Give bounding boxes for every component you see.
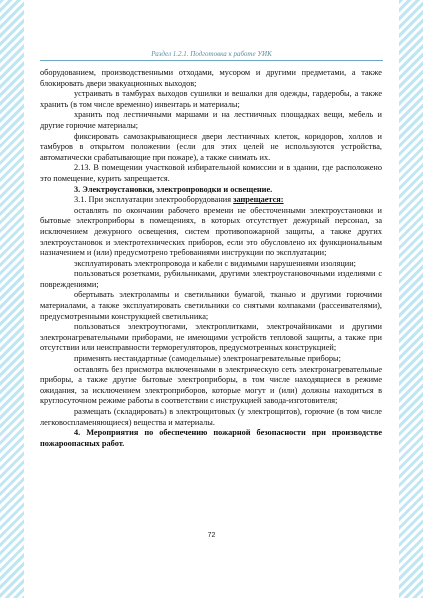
right-decorative-border	[399, 0, 423, 598]
paragraph: оставлять по окончании рабочего времени не обесточенными электроустановки и бытовые электроприборы в помещениях, в которых отсутствует дежурный персонал, за исключением дежурного освещения, систем противопожарной защиты, а также других электроустановок и электротехнических приборов, если это обусловлено их функциональным назначением и (или) предусмотрено требованиями инструкции по эксплуатации;	[40, 205, 382, 258]
page-number: 72	[207, 532, 216, 539]
section-heading: 3. Электроустановки, электропроводки и освещение.	[74, 184, 273, 194]
paragraph: оставлять без присмотра включенными в электрическую сеть электронагревательные приборы, а также другие бытовые электроприборы, в том числе находящиеся в режиме ожидания, за исключением электроприборов, которые могут и (или) должны находиться в круглосуточном режиме работы в соответствии с инструкцией завода-изготовителя;	[40, 364, 382, 406]
paragraph: фиксировать самозакрывающиеся двери лестничных клеток, коридоров, холлов и тамбуров в открытом положении (если для этих целей не используются устройства, автоматически срабатывающие при пожаре), а также снимать их.	[40, 131, 382, 162]
paragraph: применять нестандартные (самодельные) электронагревательные приборы;	[74, 354, 341, 364]
running-header: Раздел 1.2.1. Подготовка к работе УИК	[151, 50, 272, 58]
paragraph-lead: 3.1. При эксплуатации электрооборудования	[74, 195, 232, 205]
paragraph: пользоваться розетками, рубильниками, другими электроустановочными изделиями с повреждениями;	[40, 269, 382, 289]
paragraph: 2.13. В помещении участковой избирательной комиссии и в здании, где расположено это помещение, курить запрещается.	[40, 163, 382, 183]
paragraph: оборудованием, производственными отходами, мусором и другими предметами, а также блокировать двери эвакуационных выходов;	[40, 68, 382, 88]
section-heading: 4. Мероприятия по обеспечению пожарной безопасности при производстве пожароопасных работ.	[40, 428, 382, 448]
paragraph: размещать (складировать) в электрощитовых (у электрощитов), горючие (в том числе легковоспламеняющиеся) вещества и материалы.	[40, 407, 382, 427]
paragraph: устраивать в тамбурах выходов сушилки и вешалки для одежды, гардеробы, а также хранить (в том числе временно) инвентарь и материалы;	[40, 89, 382, 109]
header-divider	[40, 60, 383, 61]
left-decorative-border	[0, 0, 24, 598]
paragraph: обертывать электролампы и светильники бумагой, тканью и другими горючими материалами, а также эксплуатировать светильники со снятыми колпаками (рассеивателями), предусмотренными конструкцией светильника;	[40, 290, 382, 321]
paragraph: хранить под лестничными маршами и на лестничных площадках вещи, мебель и другие горючие материалы;	[40, 110, 382, 130]
emphasis-prohibited: запрещается:	[233, 195, 284, 205]
paragraph	[40, 195, 382, 206]
document-body	[40, 68, 382, 449]
paragraph: эксплуатировать электропровода и кабели с видимыми нарушениями изоляции;	[74, 258, 356, 268]
paragraph: пользоваться электроутюгами, электроплитками, электрочайниками и другими электронагревательными приборами, не имеющими устройств тепловой защиты, а также при отсутствии или неисправности терморегуляторов, предусмотренных конструкцией;	[40, 322, 382, 353]
